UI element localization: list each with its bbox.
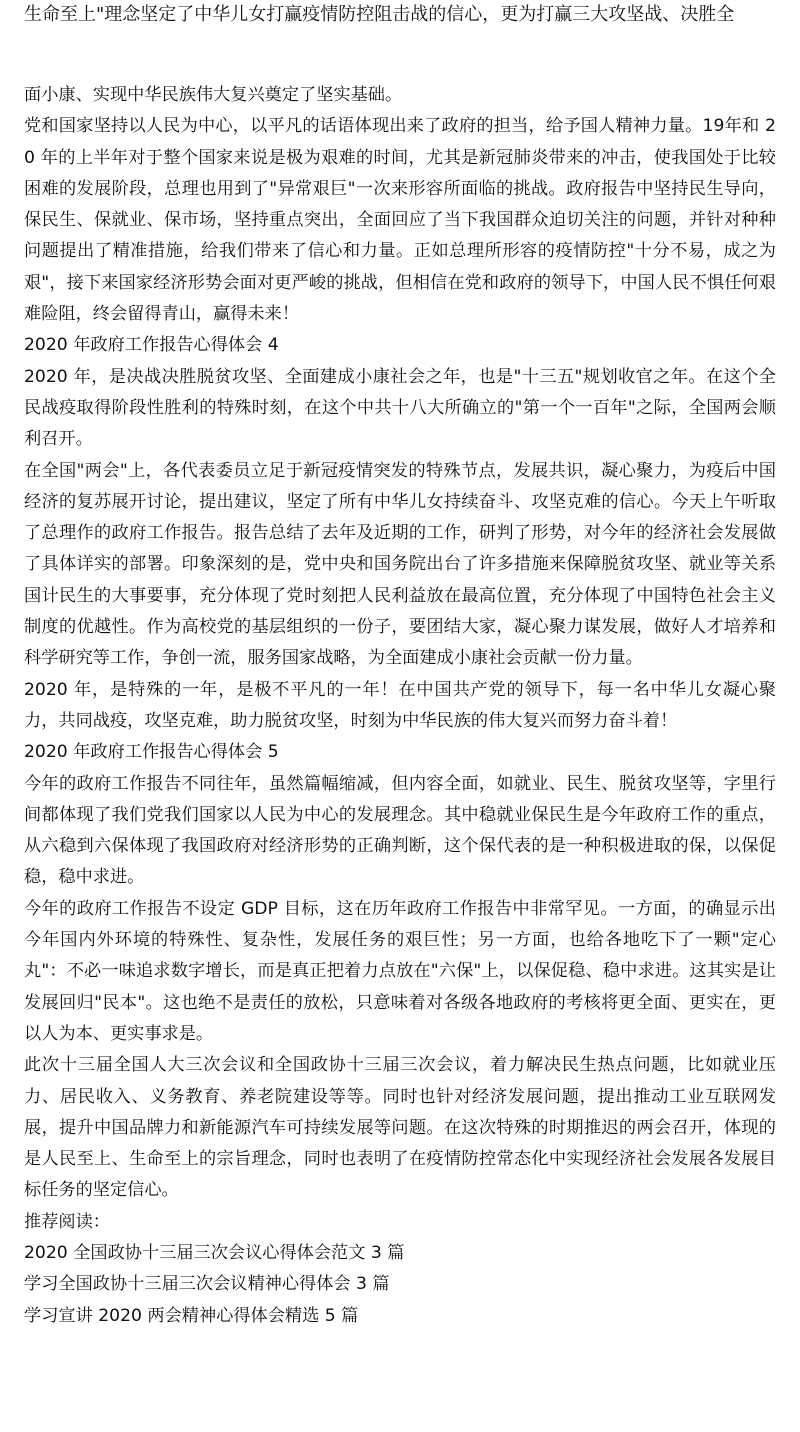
paragraph-special-year: 2020 年，是特殊的一年，是极不平凡的一年！在中国共产党的领导下，每一名中华儿女凝心聚力，共同战疫，攻坚克难，助力脱贫攻坚，时刻为中华民族的伟大复兴而努力奋斗着！	[24, 679, 776, 731]
paragraph-continuation: 面小康、实现中华民族伟大复兴奠定了坚实基础。	[24, 85, 403, 105]
article-body	[24, 80, 776, 1332]
paragraph-livelihood-issues: 此次十三届全国人大三次会议和全国政协十三届三次会议，着力解决民生热点问题，比如就业压力、居民收入、义务教育、养老院建设等等。同时也针对经济发展问题，提出推动工业互联网发展，提升中国品牌力和新能源汽车可持续发展等问题。在这次特殊的时期推迟的两会召开，体现的是人民至上、生命至上的宗旨理念，同时也表明了在疫情防控常态化中实现经济社会发展各发展目标任务的坚定信心。	[24, 1055, 776, 1201]
section-heading-4: 2020 年政府工作报告心得体会 4	[24, 335, 279, 356]
recommended-link[interactable]: 2020 全国政协十三届三次会议心得体会范文 3 篇	[24, 1242, 405, 1263]
paragraph-no-gdp-target: 今年的政府工作报告不设定 GDP 目标，这在历年政府工作报告中非常罕见。一方面，的确显示出今年国内外环境的特殊性、复杂性，发展任务的艰巨性；另一方面，也给各地吃下了一颗"定心丸"：不必一味追求数字增长，而是真正把着力点放在"六保"上，以保促稳、稳中求进。这其实是让发展回归"民本"。这也绝不是责任的放松，只意味着对各级各地政府的考核将更全面、更实在，更以人为本、更实事求是。	[24, 898, 776, 1044]
paragraph-two-sessions: 在全国"两会"上，各代表委员立足于新冠疫情突发的特殊节点，发展共识，凝心聚力，为疫后中国经济的复苏展开讨论，提出建议，坚定了所有中华儿女持续奋斗、攻坚克难的信心。今天上午听取了总理作的政府工作报告。报告总结了去年及近期的工作，研判了形势，对今年的经济社会发展做了具体详实的部署。印象深刻的是，党中央和国务院出台了许多措施来保障脱贫攻坚、就业等关系国计民生的大事要事，充分体现了党时刻把人民利益放在最高位置，充分体现了中国特色社会主义制度的优越性。作为高校党的基层组织的一份子，要团结大家，凝心聚力谋发展，做好人才培养和科学研究等工作，争创一流，服务国家战略，为全面建成小康社会贡献一份力量。	[24, 460, 776, 669]
paragraph-people-centered: 党和国家坚持以人民为中心，以平凡的话语体现出来了政府的担当，给予国人精神力量。19年和 20 年的上半年对于整个国家来说是极为艰难的时间，尤其是新冠肺炎带来的冲击，使我国处于比较困难的发展阶段，总理也用到了"异常艰巨"一次来形容所面临的挑战。政府报告中坚持民生导向，保民生、保就业、保市场，坚持重点突出，全面回应了当下我国群众迫切关注的问题，并针对种种问题提出了精准措施，给我们带来了信心和力量。正如总理所形容的疫情防控"十分不易，成之为艰"，接下来国家经济形势会面对更严峻的挑战，但相信在党和政府的领导下，中国人民不惧任何艰难险阻，终会留得青山，赢得未来！	[24, 116, 776, 325]
recommended-link[interactable]: 学习宣讲 2020 两会精神心得体会精选 5 篇	[24, 1305, 359, 1326]
recommended-reading-label: 推荐阅读：	[24, 1211, 110, 1232]
recommended-link[interactable]: 学习全国政协十三届三次会议精神心得体会 3 篇	[24, 1274, 390, 1295]
paragraph-report-differs: 今年的政府工作报告不同往年，虽然篇幅缩减，但内容全面，如就业、民生、脱贫攻坚等，字里行间都体现了我们党我们国家以人民为中心的发展理念。其中稳就业保民生是今年政府工作的重点，从六稳到六保体现了我国政府对经济形势的正确判断，这个保代表的是一种积极进取的保，以保促稳，稳中求进。	[24, 773, 776, 888]
paragraph-2020-decisive-year: 2020 年，是决战决胜脱贫攻坚、全面建成小康社会之年，也是"十三五"规划收官之年。在这个全民战疫取得阶段性胜利的特殊时刻，在这个中共十八大所确立的"第一个一百年"之际，全国两会顺利召开。	[24, 366, 776, 450]
section-heading-5: 2020 年政府工作报告心得体会 5	[24, 742, 279, 763]
previous-page-fragment-line: 生命至上"理念坚定了中华儿女打赢疫情防控阻击战的信心，更为打赢三大攻坚战、决胜全	[24, 4, 735, 25]
recommended-reading-list	[24, 1238, 776, 1332]
